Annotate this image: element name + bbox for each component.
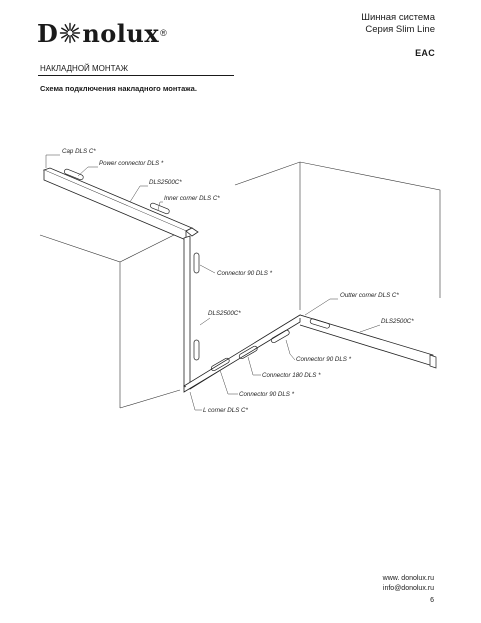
label-dls2500c-top: DLS2500C* (149, 179, 182, 186)
profile-rail-vertical (184, 236, 190, 388)
leader-connector90-lower (220, 370, 238, 394)
label-connector90-right: Connector 90 DLS * (296, 356, 352, 363)
label-connector180: Connector 180 DLS * (262, 372, 321, 379)
diagram-caption: Схема подключения накладного монтажа. (40, 84, 197, 93)
page-number: 6 (430, 597, 434, 604)
section-title: НАКЛАДНОЙ МОНТАЖ (40, 64, 129, 73)
leader-outer-corner (305, 299, 338, 315)
label-cap: Cap DLS C* (62, 148, 96, 155)
label-outer-corner: Outter corner DLS C* (340, 292, 399, 299)
leader-dls2500c-right (360, 325, 380, 332)
end-cap-right (430, 355, 436, 368)
system-name: Шинная система (361, 12, 435, 23)
label-l-corner: L corner DLS C* (203, 407, 248, 414)
website-link[interactable]: www. donolux.ru (382, 575, 434, 582)
connector-90-vertical-lower (194, 340, 199, 360)
label-inner-corner: Inner corner DLS C* (164, 195, 220, 202)
eac-certification-mark: EAC (415, 48, 435, 58)
leader-cap (46, 155, 60, 168)
leader-connector90-right (286, 340, 295, 360)
profile-rail-bottom-side (184, 318, 300, 392)
partition-wall-bottom-edge (120, 390, 180, 408)
partition-wall-top-edge (120, 232, 180, 262)
leader-dls2500c-mid (200, 318, 210, 325)
label-connector90-upper: Connector 90 DLS * (217, 270, 273, 277)
series-name: Серия Slim Line (365, 24, 435, 35)
registered-mark: ® (160, 28, 167, 38)
logo-letter-d: D (37, 18, 59, 48)
track-profiles (44, 168, 433, 392)
label-connector90-lower: Connector 90 DLS * (239, 391, 295, 398)
label-dls2500c-mid: DLS2500C* (208, 310, 241, 317)
leader-connector90-upper (200, 265, 215, 273)
room-wall-right (235, 162, 440, 298)
part-labels (62, 148, 414, 414)
label-dls2500c-right: DLS2500C* (381, 318, 414, 325)
logo-wordmark: nolux (82, 18, 160, 48)
leader-l-corner (190, 392, 202, 410)
leader-dls2500c-top (130, 186, 148, 202)
leader-connector180 (248, 357, 261, 375)
contact-block (383, 574, 434, 593)
email-link[interactable]: info@donolux.ru (382, 584, 434, 592)
label-power-connector: Power connector DLS * (99, 160, 164, 167)
partition-wall-left (40, 235, 120, 408)
connector-90-vertical-upper (194, 253, 199, 273)
